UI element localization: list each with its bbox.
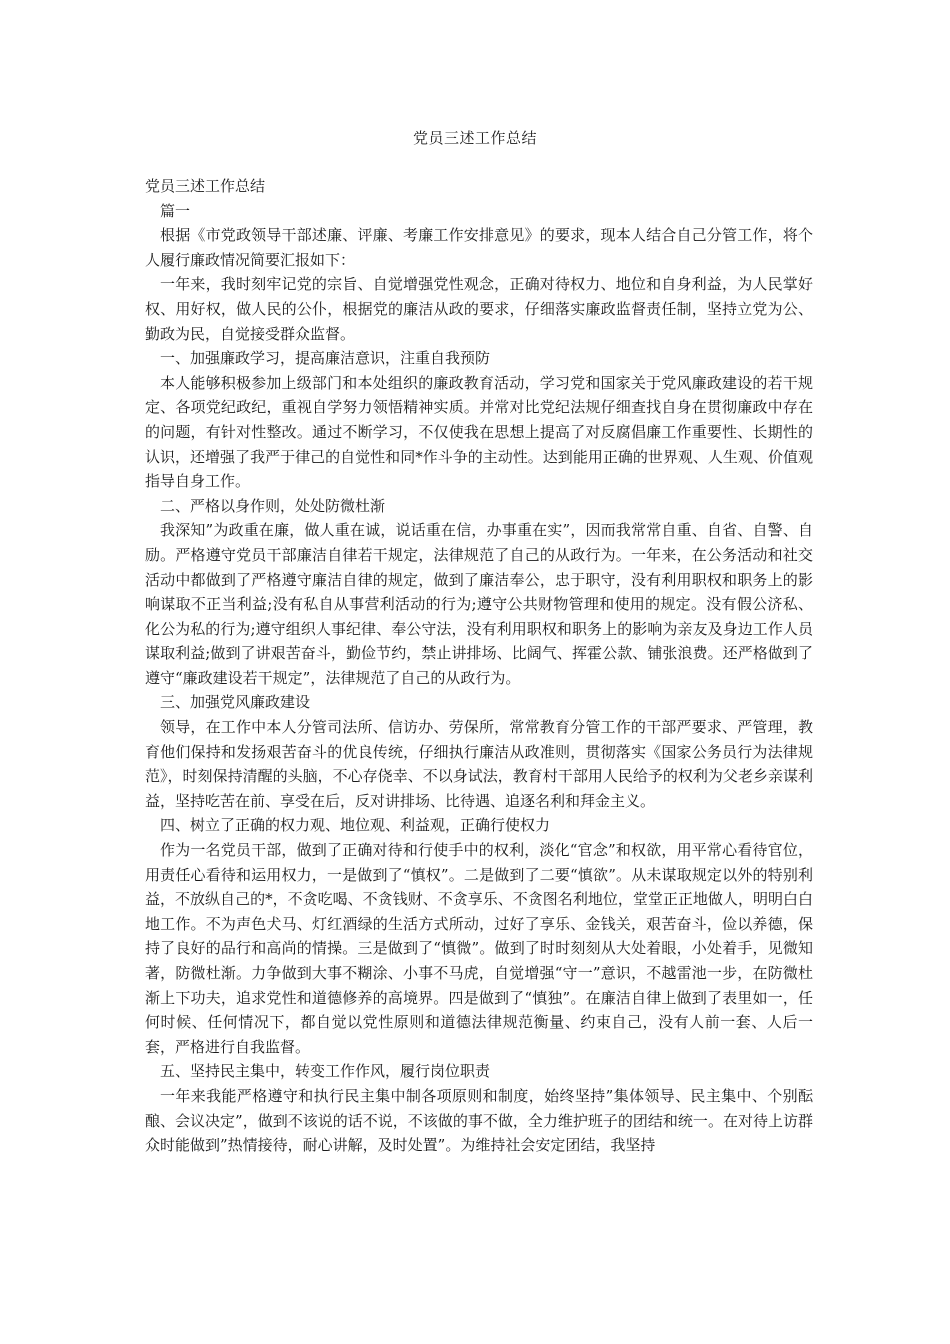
paragraph: 领导，在工作中本人分管司法所、信访办、劳保所，常常教育分管工作的干部严要求、严管理，教育他们保持和发扬艰苦奋斗的优良传统，仔细执行廉洁从政准则，贯彻落实《国家公务员行为法律规范》，时刻保持清醒的头脑，不心存侥幸、不以身试法，教育村干部用人民给予的权利为父老乡亲谋利益，坚持吃苦在前、享受在后，反对讲排场、比待遇、追逐名利和拜金主义。: [145, 718, 813, 810]
section-heading: 三、加强党风廉政建设: [160, 693, 311, 712]
paragraph: 一年来，我时刻牢记党的宗旨、自觉增强党性观念，正确对待权力、地位和自身利益，为人民掌好权、用好权，做人民的公仆，根据党的廉洁从政的要求，仔细落实廉政监督责任制，坚持立党为公、勤政为民，自觉接受群众监督。: [145, 275, 813, 343]
paragraph: 一年来我能严格遵守和执行民主集中制各项原则和制度，始终坚持”集体领导、民主集中、个别酝酿、会议决定”，做到不该说的话不说，不该做的事不做，全力维护班子的团结和统一。在对待上访群众时能做到”热情接待，耐心讲解，及时处置”。为维持社会安定团结，我坚持: [145, 1086, 813, 1155]
paragraph: 本人能够积极参加上级部门和本处组织的廉政教育活动，学习党和国家关于党风廉政建设的若干规定、各项党纪政纪，重视自学努力领悟精神实质。并常对比党纪法规仔细查找自身在贯彻廉政中存在的问题，有针对性整改。通过不断学习，不仅使我在思想上提高了对反腐倡廉工作重要性、长期性的认识，还增强了我严于律己的自觉性和同*作斗争的主动性。达到能用正确的世界观、人生观、价值观指导自身工作。: [145, 373, 813, 491]
paragraph: 作为一名党员干部，做到了正确对待和行使手中的权利，淡化“官念”和权欲，用平常心看待官位，用责任心看待和运用权力，一是做到了“慎权”。二是做到了二要“慎欲”。从未谋取规定以外的特别利益，不放纵自己的*，不贪吃喝、不贪钱财、不贪享乐、不贪图名利地位，堂堂正正地做人，明明白白地工作。不为声色犬马、灯红酒绿的生活方式所动，过好了享乐、金钱关，艰苦奋斗，俭以养德，保持了良好的品行和高尚的情操。三是做到了“慎微”。做到了时时刻刻从大处着眼，小处着手，见微知著，防微杜渐。力争做到大事不糊涂、小事不马虎，自觉增强“守一”意识，不越雷池一步，在防微杜渐上下功夫，追求党性和道德修养的高境界。四是做到了“慎独”。在廉洁自律上做到了表里如一，任何时候、任何情况下，都自觉以党性原则和道德法律规范衡量、约束自己，没有人前一套、人后一套，严格进行自我监督。: [145, 841, 813, 1056]
section-heading: 五、坚持民主集中，转变工作作风，履行岗位职责: [160, 1062, 491, 1081]
document-title: 党员三述工作总结: [412, 129, 537, 147]
section-heading: 二、严格以身作则，处处防微杜渐: [160, 496, 386, 515]
section-heading: 一、加强廉政学习，提高廉洁意识，注重自我预防: [160, 349, 491, 368]
paragraph: 篇一: [160, 201, 191, 220]
paragraph: 我深知”为政重在廉，做人重在诚，说话重在信，办事重在实”，因而我常常自重、自省、自警、自励。严格遵守党员干部廉洁自律若干规定，法律规范了自己的从政行为。一年来，在公务活动和社交活动中都做到了严格遵守廉洁自律的规定，做到了廉洁奉公，忠于职守，没有利用职权和职务上的影响谋取不正当利益;没有私自从事营利活动的行为;遵守公共财物管理和使用的规定。没有假公济私、化公为私的行为;遵守组织人事纪律、奉公守法，没有利用职权和职务上的影响为亲友及身边工作人员谋取利益;做到了讲艰苦奋斗，勤俭节约，禁止讲排场、比阔气、挥霍公款、铺张浪费。还严格做到了遵守“廉政建设若干规定”，法律规范了自己的从政行为。: [145, 521, 813, 687]
document-subtitle: 党员三述工作总结: [145, 177, 266, 195]
section-heading: 四、树立了正确的权力观、地位观、利益观，正确行使权力: [160, 816, 551, 835]
document-body: [145, 174, 813, 1158]
paragraph: 根据《市党政领导干部述廉、评廉、考廉工作安排意见》的要求，现本人结合自己分管工作，将个人履行廉政情况简要汇报如下：: [145, 226, 813, 269]
